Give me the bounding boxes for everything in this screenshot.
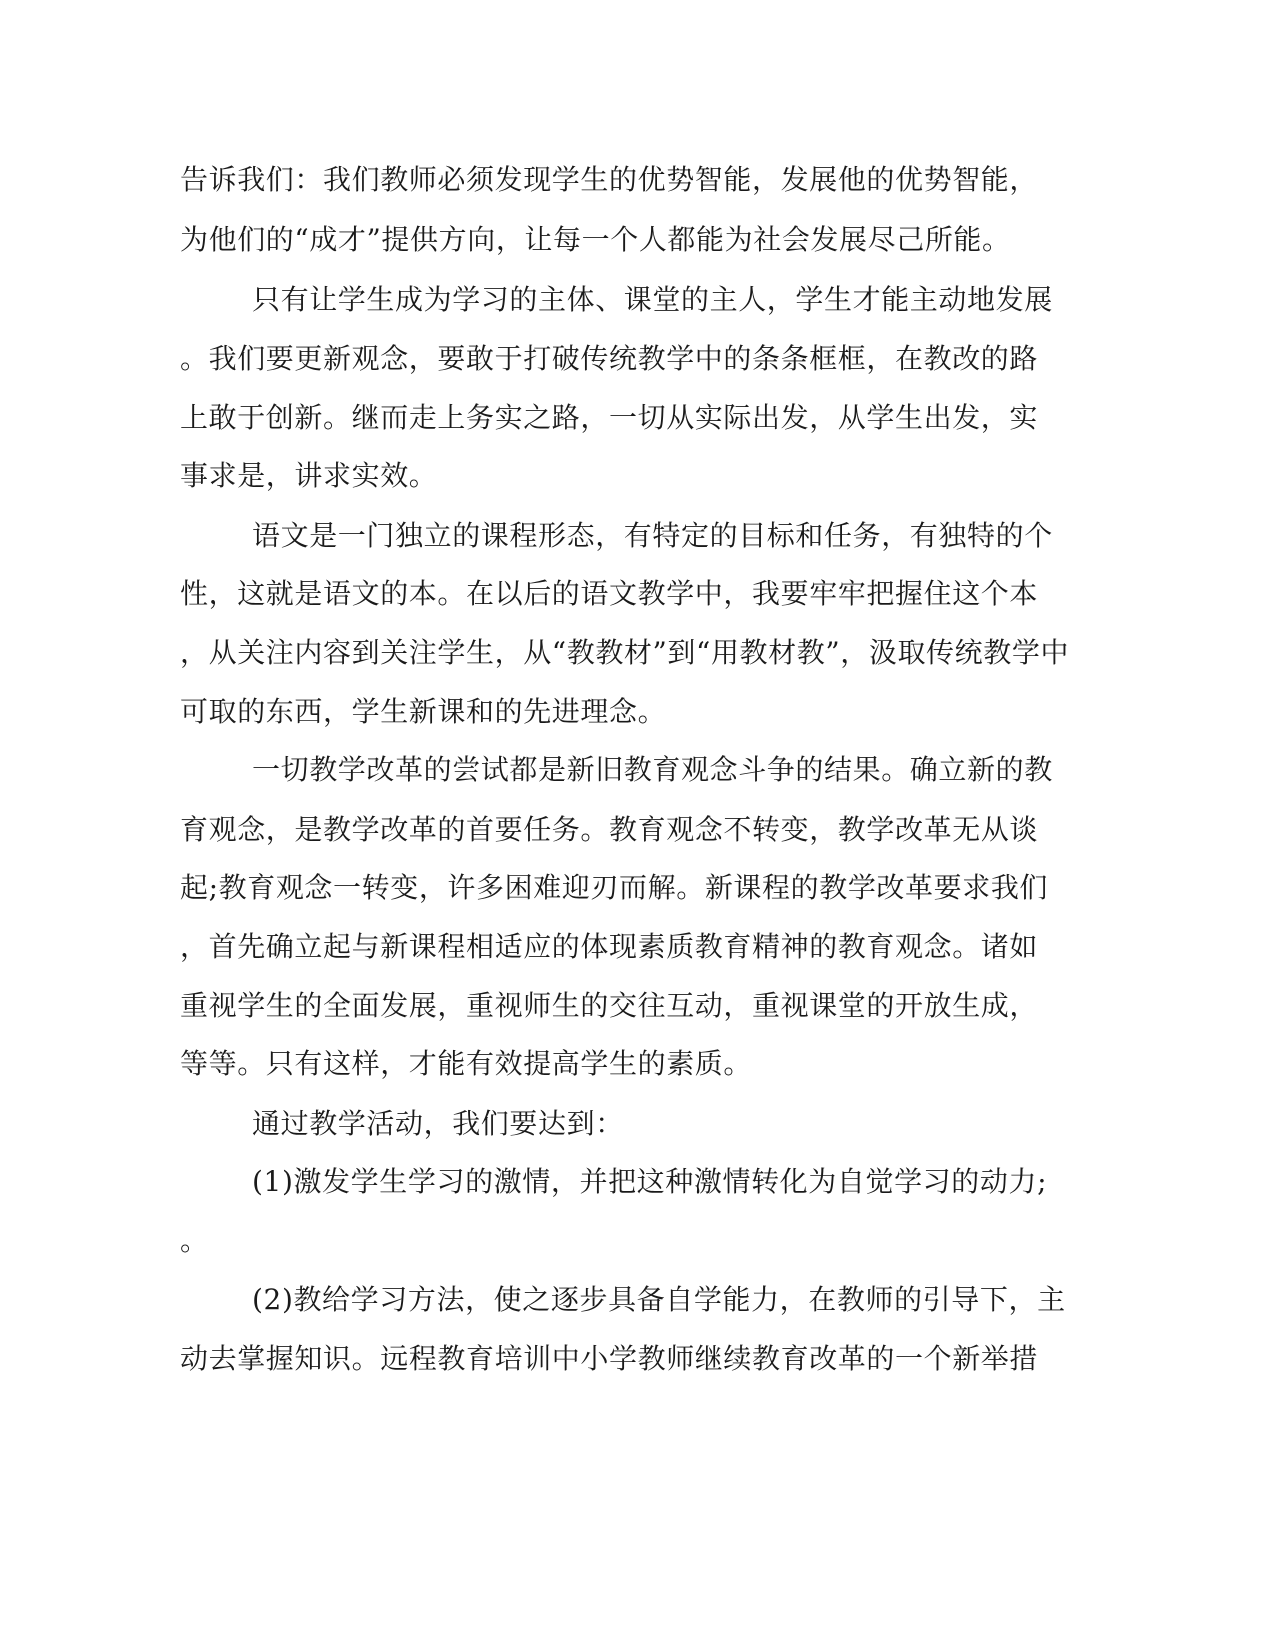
text-line: ，首先确立起与新课程相适应的体现素质教育精神的教育观念。诸如 <box>180 930 1039 963</box>
text-line: 语文是一门独立的课程形态，有特定的目标和任务，有独特的个 <box>252 519 1053 552</box>
text-line: 通过教学活动，我们要达到： <box>252 1107 624 1140</box>
text-line: 育观念，是教学改革的首要任务。教育观念不转变，教学改革无从谈 <box>180 813 1039 846</box>
text-line: 为他们的“成才”提供方向，让每一个人都能为社会发展尽己所能。 <box>180 223 1011 256</box>
text-line: 性，这就是语文的本。在以后的语文教学中，我要牢牢把握住这个本 <box>180 577 1039 610</box>
text-line: 告诉我们：我们教师必须发现学生的优势智能，发展他的优势智能， <box>180 163 1039 196</box>
text-line: 。 <box>180 1224 209 1257</box>
text-line: (1)激发学生学习的激情，并把这种激情转化为自觉学习的动力; <box>252 1165 1048 1198</box>
text-line: 。我们要更新观念，要敢于打破传统教学中的条条框框，在教改的路 <box>180 342 1039 375</box>
text-line: 等等。只有这样，才能有效提高学生的素质。 <box>180 1047 753 1080</box>
text-line: 起;教育观念一转变，许多困难迎刃而解。新课程的教学改革要求我们 <box>180 871 1049 904</box>
text-line: ，从关注内容到关注学生，从“教教材”到“用教材教”，汲取传统教学中 <box>180 636 1070 669</box>
text-line: 事求是，讲求实效。 <box>180 459 438 492</box>
text-line: 一切教学改革的尝试都是新旧教育观念斗争的结果。确立新的教 <box>252 753 1053 786</box>
text-line: 只有让学生成为学习的主体、课堂的主人，学生才能主动地发展 <box>252 283 1053 316</box>
text-line: 动去掌握知识。远程教育培训中小学教师继续教育改革的一个新举措 <box>180 1342 1039 1375</box>
text-line: 上敢于创新。继而走上务实之路，一切从实际出发，从学生出发，实 <box>180 401 1039 434</box>
text-line: 可取的东西，学生新课和的先进理念。 <box>180 695 667 728</box>
text-line: 重视学生的全面发展，重视师生的交往互动，重视课堂的开放生成， <box>180 989 1039 1022</box>
text-line: (2)教给学习方法，使之逐步具备自学能力，在教师的引导下，主 <box>252 1283 1066 1316</box>
